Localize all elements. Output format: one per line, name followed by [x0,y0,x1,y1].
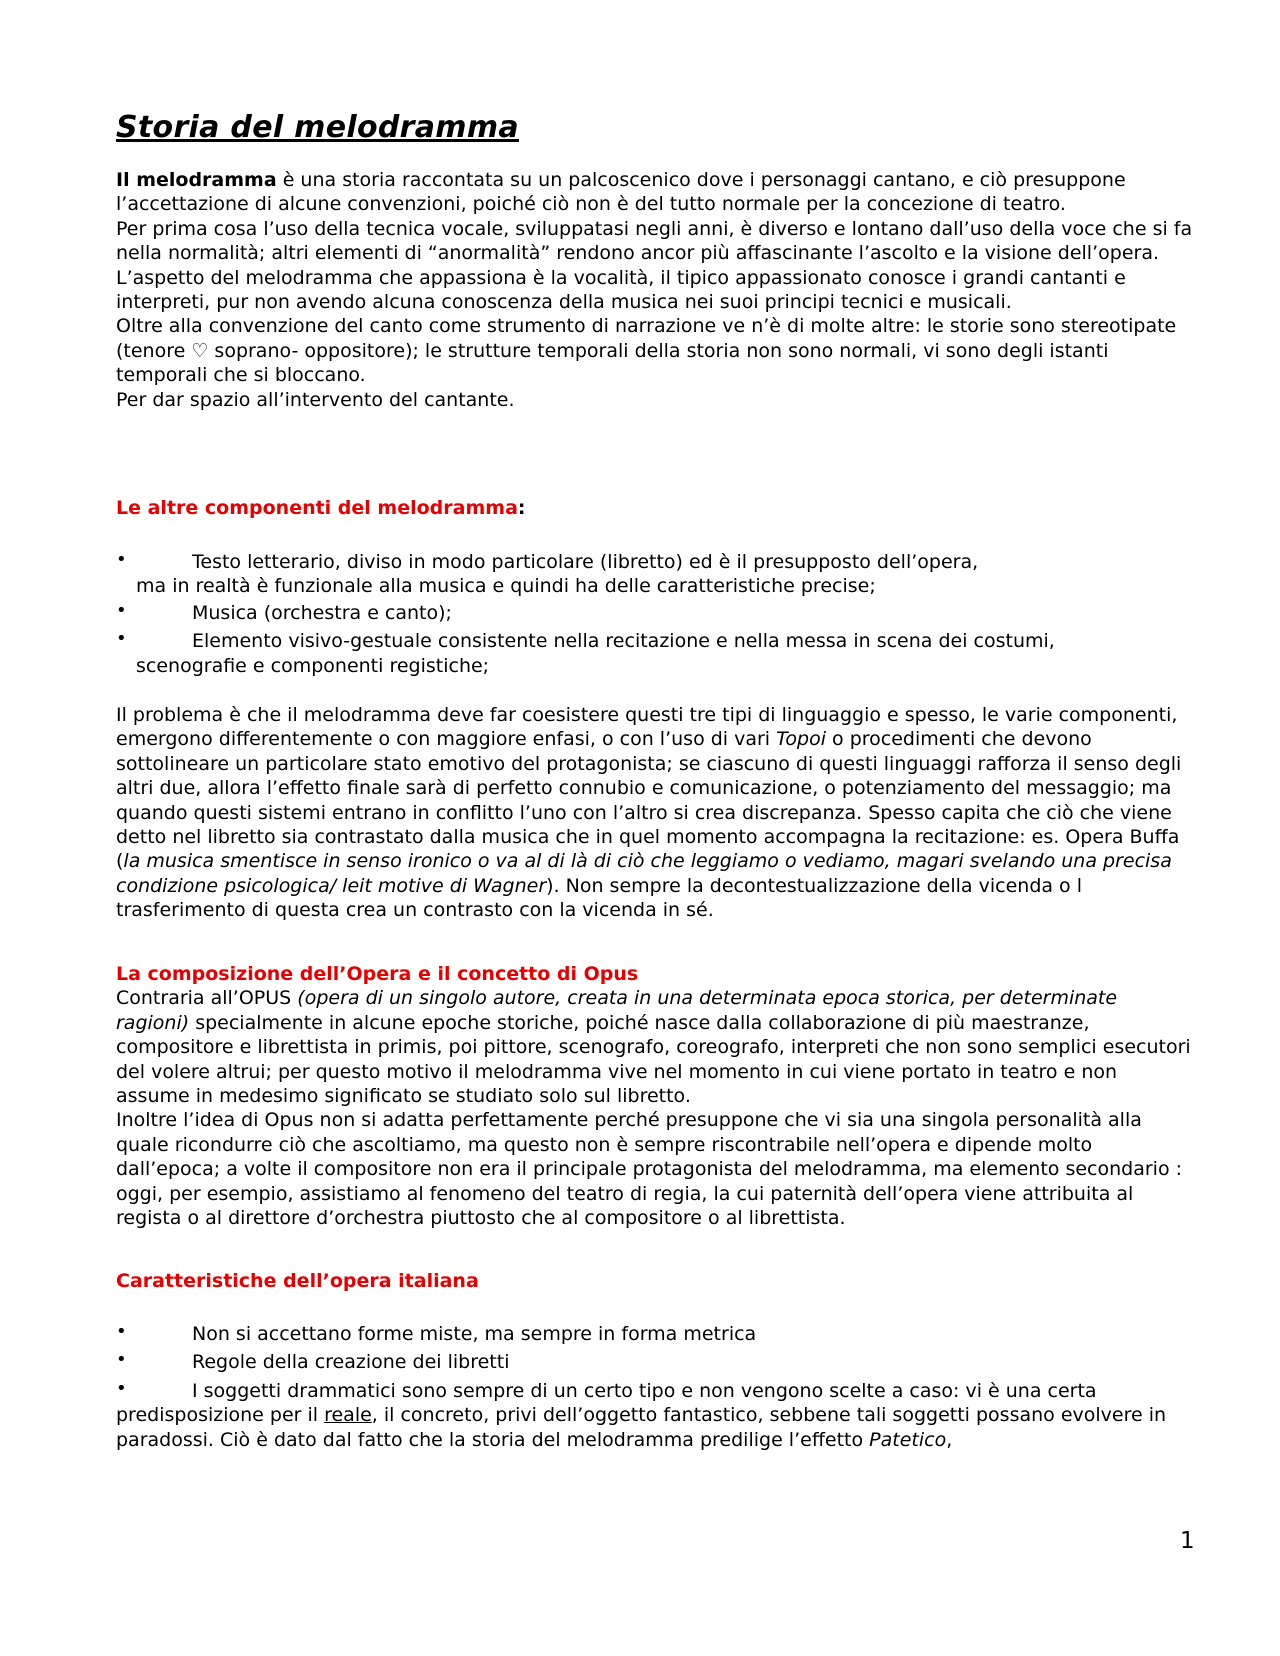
page-number: 1 [1180,1528,1195,1554]
list-item: • Musica (orchestra e canto); [116,599,452,624]
intro-paragraph-1: Il melodramma è una storia raccontata su un palcoscenico dove i personaggi cantano, e ciò presuppone l’accettazione di alcune convenzioni, poiché ciò non è del tutto normale per la concezione di teatro. [116,169,1126,216]
bullet-icon: • [116,1349,127,1371]
intro-paragraph-4: Oltre alla convenzione del canto come strumento di narrazione ve n’è di molte altre: le storie sono stereotipate (tenore ♡ soprano- oppositore); le strutture temporali della storia non sono normali, vi sono degli istanti temporali che si bloccano. [116,315,1177,387]
bullet-icon: • [116,549,127,570]
section-heading-opus: La composizione dell’Opera e il concetto di Opus [116,963,639,985]
list-item: • Testo letterario, diviso in modo particolare (libretto) ed è il presupposto dell’opera, ma in realtà è funzionale alla musica e quindi ha delle caratteristiche precise; [116,549,979,598]
list-item: • Elemento visivo-gestuale consistente nella recitazione e nella messa in scena dei costumi, scenografie e componenti registiche; [116,628,1055,677]
bullet-icon: • [116,1321,127,1342]
intro-paragraph-2: Per prima cosa l’uso della tecnica vocale, sviluppatasi negli anni, è diverso e lontano dall’uso della voce che si fa nella normalità; altri elementi di “anormalità” rendono ancor più affascinante l’ascolto e la visione dell’opera. [116,217,1193,265]
intro-section [116,168,1196,412]
section-heading-components: Le altre componenti del melodramma: [116,497,526,519]
opus-paragraph-2: Inoltre l’idea di Opus non si adatta perfettamente perché presuppone che vi sia una singola personalità alla quale ricondurre ciò che ascoltiamo, ma questo non è sempre riscontrabile nell’opera e dipende molto dall’epoca; a volte il compositore non era il principale protagonista del melodramma, ma elemento secondario : oggi, per esempio, assistiamo al fenomeno del teatro di regia, la cui paternità dell’opera viene attribuita al regista o al direttore d’orchestra piuttosto che al compositore o al librettista. [116,1109,1183,1230]
bullet-icon: • [116,1377,127,1399]
bullet-icon: • [116,628,127,650]
opus-section [116,962,1196,1230]
opus-paragraph-1: Contraria all’OPUS (opera di un singolo autore, creata in una determinata epoca storica, per determinate ragioni) specialmente in alcune epoche storiche, poiché nasce dalla collaborazione di più maestranze, compositore e librettista in primis, poi pittore, scenografo, coreografo, interpreti che non sono semplici esecutori del volere altrui; per questo motivo il melodramma vive nel momento in cui viene portato in teatro e non assume in medesimo significato se studiato solo sul libretto. [116,987,1191,1108]
intro-paragraph-3: L’aspetto del melodramma che appassiona è la vocalità, il tipico appassionato conosce i grandi cantanti e interpreti, pur non avendo alcuna conoscenza della musica nei suoi principi tecnici e musicali. [116,266,1126,314]
document-title: Storia del melodramma [116,110,519,145]
list-item: • I soggetti drammatici sono sempre di un certo tipo e non vengono scelte a caso: vi è una certa predisposizione per il reale, il concreto, privi dell’oggetto fantastico, sebbene tali soggetti possano evolvere in paradossi. Ciò è dato dal fatto che la storia del melodramma predilige l’effetto Patetico, [116,1377,1167,1451]
section-heading-italian-opera: Caratteristiche dell’opera italiana [116,1270,479,1292]
list-item: • Regole della creazione dei libretti [116,1349,510,1374]
bullet-icon: • [116,599,127,621]
list-item: • Non si accettano forme miste, ma sempre in forma metrica [116,1321,757,1345]
intro-paragraph-5: Per dar spazio all’intervento del cantante. [116,388,515,411]
italian-opera-list [116,1322,1196,1452]
components-paragraph: Il problema è che il melodramma deve far coesistere questi tre tipi di linguaggio e spesso, le varie componenti, emergono differentemente o con maggiore enfasi, o con l’uso di vari Topoi o procedimenti che devono sottolineare un particolare stato emotivo del protagonista; se ciascuno di questi linguaggi rafforza il senso degli altri due, allora l’effetto finale sarà di perfetto connubio e comunicazione, o potenziamento del messaggio; ma quando questi sistemi entrano in conflitto l’uno con l’altro si crea discrepanza. Spesso capita che ciò che viene detto nel libretto sia contrastato dalla musica che in quel momento accompagna la recitazione: es. Opera Buffa (la musica smentisce in senso ironico o va al di là di ciò che leggiamo o vediamo, magari svelando una precisa condizione psicologica/ leit motive di Wagner). Non sempre la decontestualizzazione della vicenda o l trasferimento di questa crea un contrasto con la vicenda in sé. [116,704,1182,922]
intro-bold-lead: Il melodramma [116,169,277,191]
components-list [116,550,1196,678]
